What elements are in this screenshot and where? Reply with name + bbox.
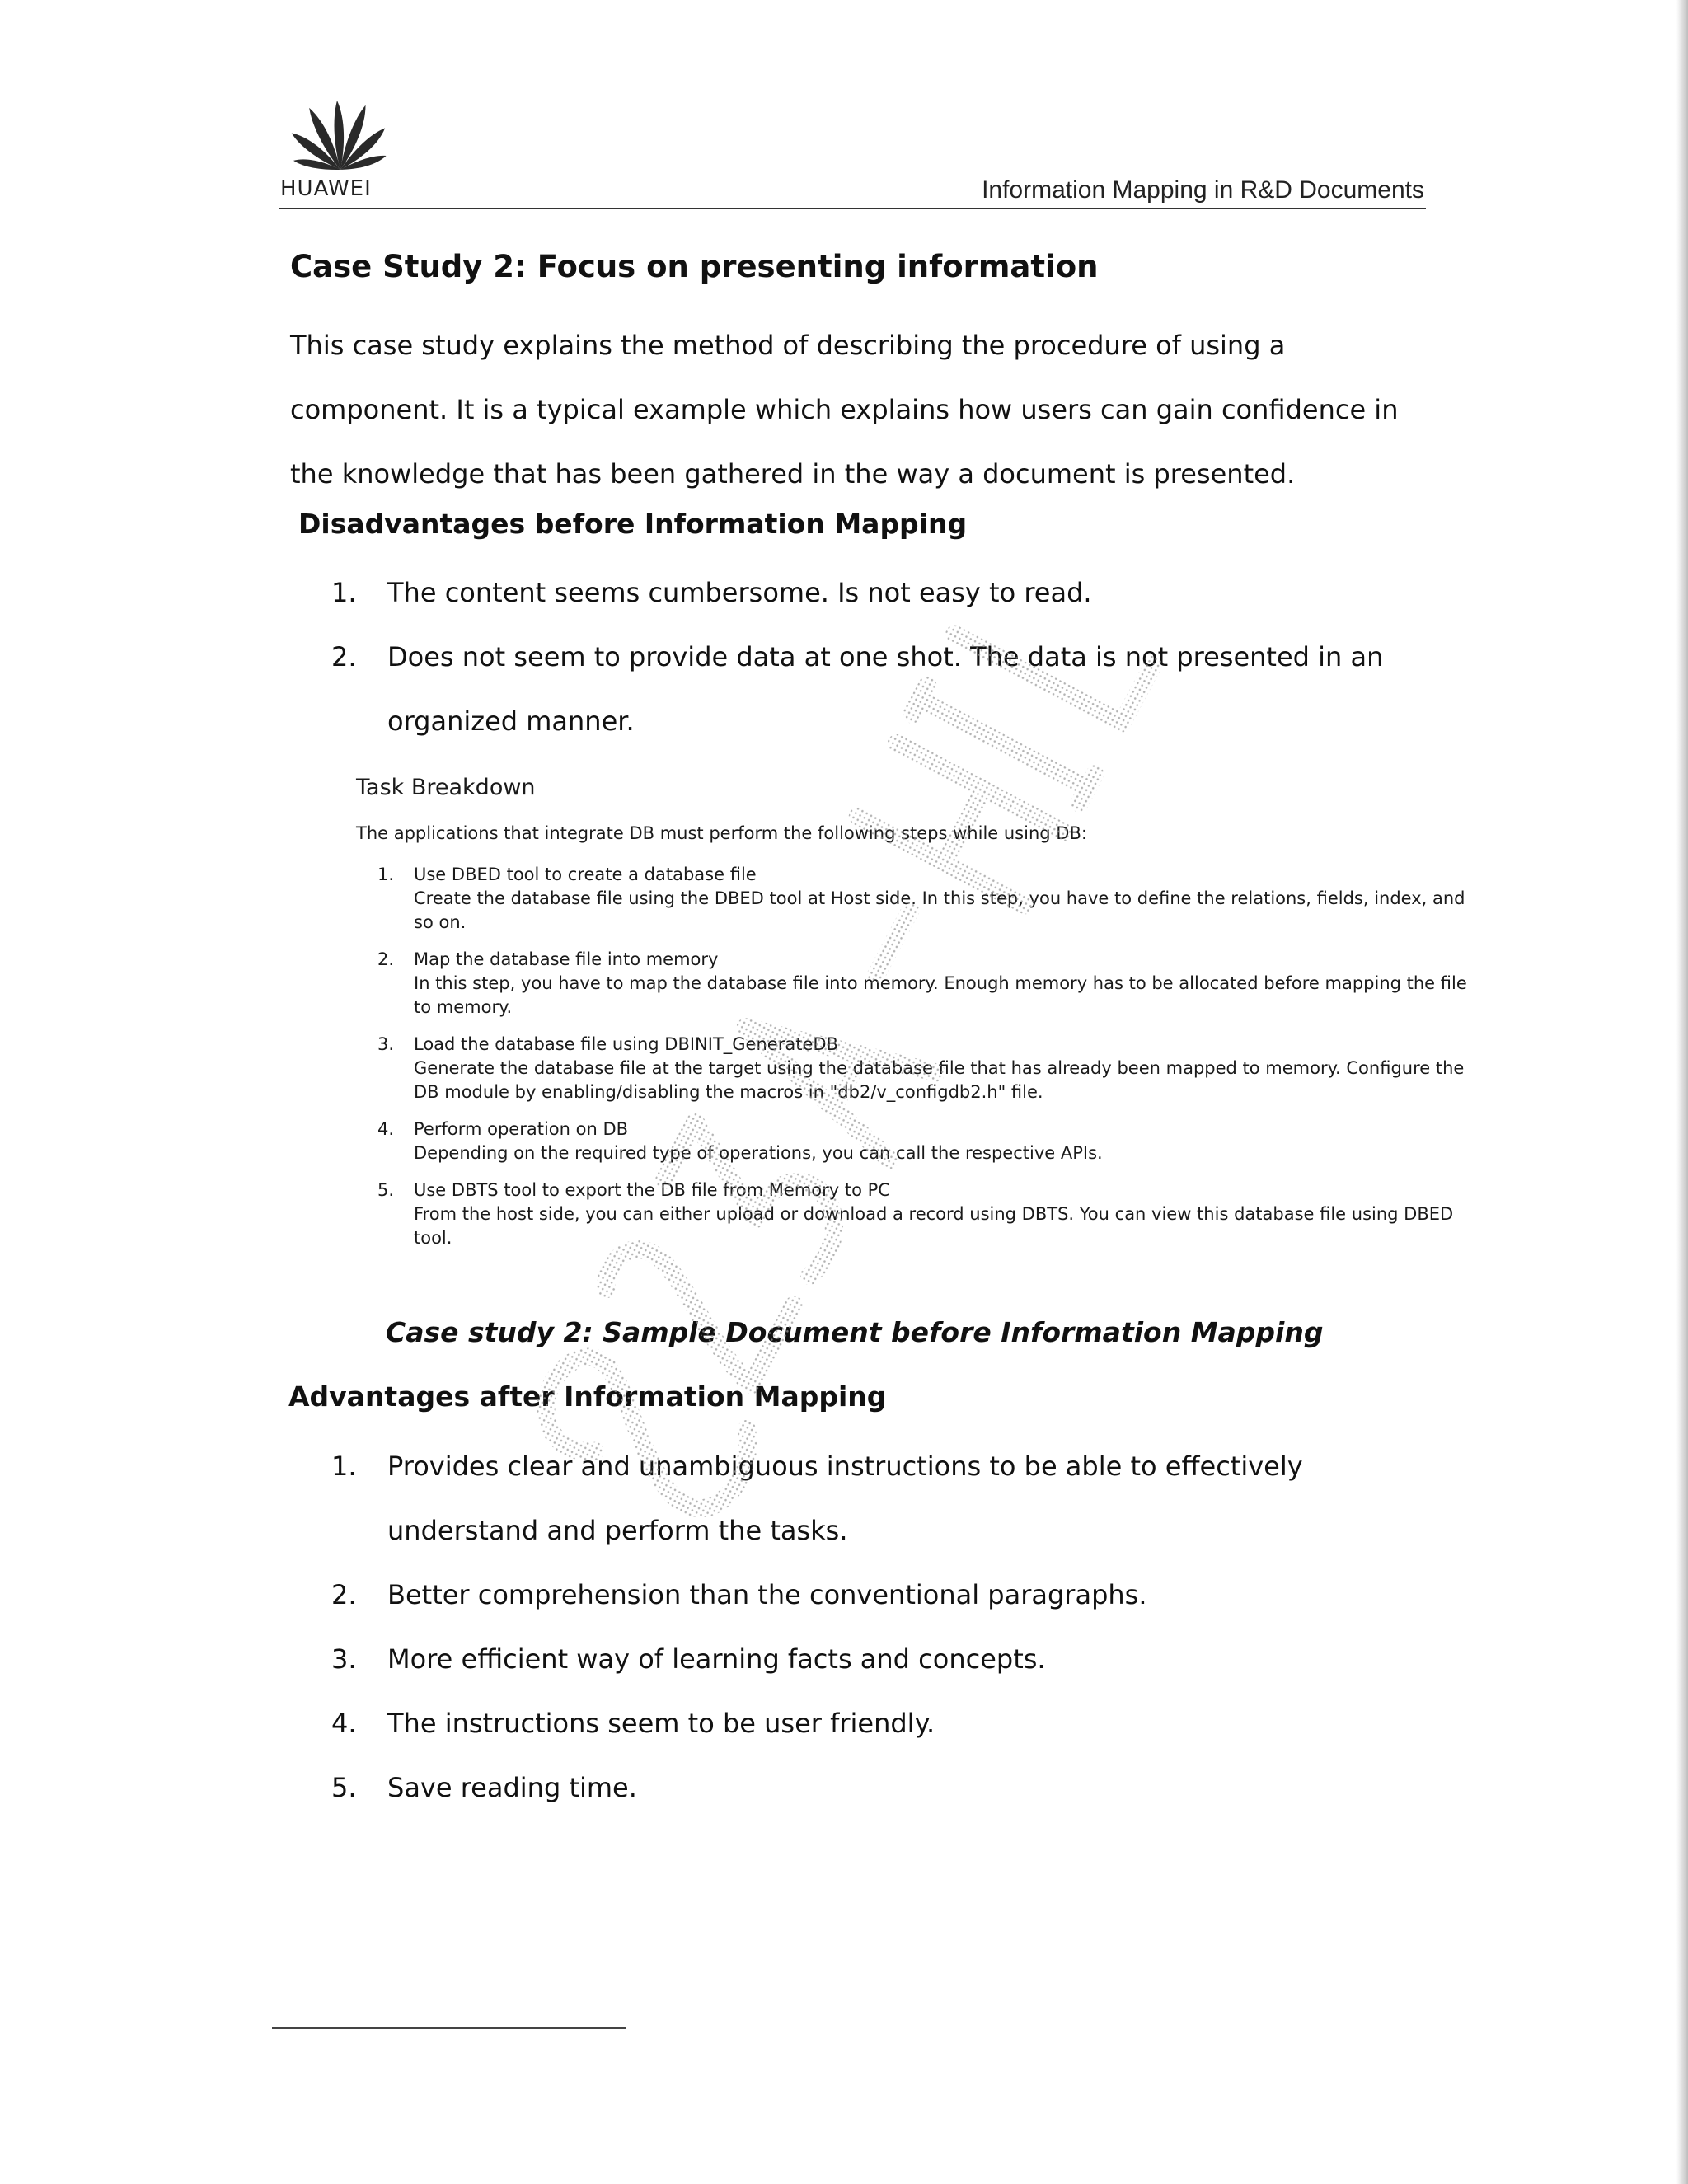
list-item-number: 5. bbox=[331, 1772, 357, 1803]
task-step bbox=[356, 948, 1485, 1019]
list-item-number: 1. bbox=[331, 1451, 357, 1482]
task-step-number: 4. bbox=[377, 1119, 395, 1139]
list-item bbox=[331, 560, 1452, 625]
task-breakdown-heading: Task Breakdown bbox=[356, 775, 536, 800]
advantages-list bbox=[331, 1434, 1452, 1820]
disadvantages-list bbox=[331, 560, 1452, 753]
figure-caption: Case study 2: Sample Document before Information Mapping bbox=[386, 1316, 1324, 1348]
task-steps-list bbox=[356, 863, 1485, 1250]
footer-divider bbox=[272, 2027, 626, 2029]
list-item bbox=[331, 1691, 1452, 1755]
list-item-number: 1. bbox=[331, 577, 357, 608]
task-step-title: Use DBED tool to create a database file bbox=[414, 865, 757, 884]
task-step-title: Perform operation on DB bbox=[414, 1119, 629, 1139]
list-item bbox=[331, 1627, 1452, 1691]
list-item-text: The content seems cumbersome. Is not easy to read. bbox=[387, 577, 1092, 608]
list-item bbox=[331, 625, 1452, 753]
list-item-number: 3. bbox=[331, 1643, 357, 1675]
list-item bbox=[331, 1563, 1452, 1627]
task-step bbox=[356, 863, 1485, 935]
logo-wordmark: HUAWEI bbox=[280, 176, 372, 201]
task-step bbox=[356, 1033, 1485, 1104]
task-step-number: 5. bbox=[377, 1180, 395, 1200]
sample-document-excerpt bbox=[356, 775, 1485, 1263]
list-item-text: The instructions seem to be user friendly. bbox=[387, 1708, 935, 1739]
task-step bbox=[356, 1118, 1485, 1165]
list-item-number: 2. bbox=[331, 1579, 357, 1610]
task-step bbox=[356, 1179, 1485, 1250]
section-heading: Case Study 2: Focus on presenting information bbox=[290, 249, 1099, 284]
disadvantages-heading: Disadvantages before Information Mapping bbox=[298, 508, 968, 540]
task-step-body: Depending on the required type of operations, you can call the respective APIs. bbox=[414, 1143, 1103, 1163]
page-header bbox=[279, 97, 1426, 209]
header-title: Information Mapping in R&D Documents bbox=[982, 176, 1424, 204]
task-lead-text: The applications that integrate DB must perform the following steps while using DB: bbox=[356, 823, 1087, 843]
task-step-body: In this step, you have to map the database file into memory. Enough memory has to be allocated before mapping the file to memory. bbox=[414, 973, 1467, 1017]
task-step-number: 3. bbox=[377, 1034, 395, 1054]
task-step-number: 1. bbox=[377, 865, 395, 884]
list-item-number: 2. bbox=[331, 641, 357, 673]
huawei-logo-icon bbox=[287, 97, 394, 173]
list-item-text: Save reading time. bbox=[387, 1772, 637, 1803]
task-step-title: Use DBTS tool to export the DB file from Memory to PC bbox=[414, 1180, 890, 1200]
task-step-title: Load the database file using DBINIT_GenerateDB bbox=[414, 1034, 838, 1054]
advantages-heading: Advantages after Information Mapping bbox=[288, 1380, 887, 1413]
task-step-title: Map the database file into memory bbox=[414, 949, 719, 969]
list-item-text: Better comprehension than the conventional paragraphs. bbox=[387, 1579, 1147, 1610]
task-step-body: Generate the database file at the target using the database file that has already been mapped to memory. Configure the DB module by enabling/disabling the macros in "db2/v_configdb2.h" file. bbox=[414, 1058, 1465, 1102]
intro-paragraph: This case study explains the method of describing the procedure of using a component. It is a typical example which explains how users can gain confidence in the knowledge that has been gathered in the way a document is presented. bbox=[290, 330, 1399, 490]
task-step-number: 2. bbox=[377, 949, 395, 969]
list-item-text: Provides clear and unambiguous instructions to be able to effectively understand and perform the tasks. bbox=[387, 1451, 1303, 1546]
task-step-body: From the host side, you can either upload or download a record using DBTS. You can view this database file using DBED tool. bbox=[414, 1204, 1454, 1248]
list-item-text: More efficient way of learning facts and concepts. bbox=[387, 1643, 1046, 1675]
list-item bbox=[331, 1755, 1452, 1820]
list-item bbox=[331, 1434, 1452, 1563]
list-item-number: 4. bbox=[331, 1708, 357, 1739]
page-edge-shadow bbox=[1676, 0, 1688, 2184]
list-item-text: Does not seem to provide data at one shot. The data is not presented in an organized manner. bbox=[387, 641, 1384, 737]
header-divider bbox=[279, 208, 1426, 209]
task-step-body: Create the database file using the DBED tool at Host side. In this step, you have to define the relations, fields, index, and so on. bbox=[414, 888, 1465, 932]
